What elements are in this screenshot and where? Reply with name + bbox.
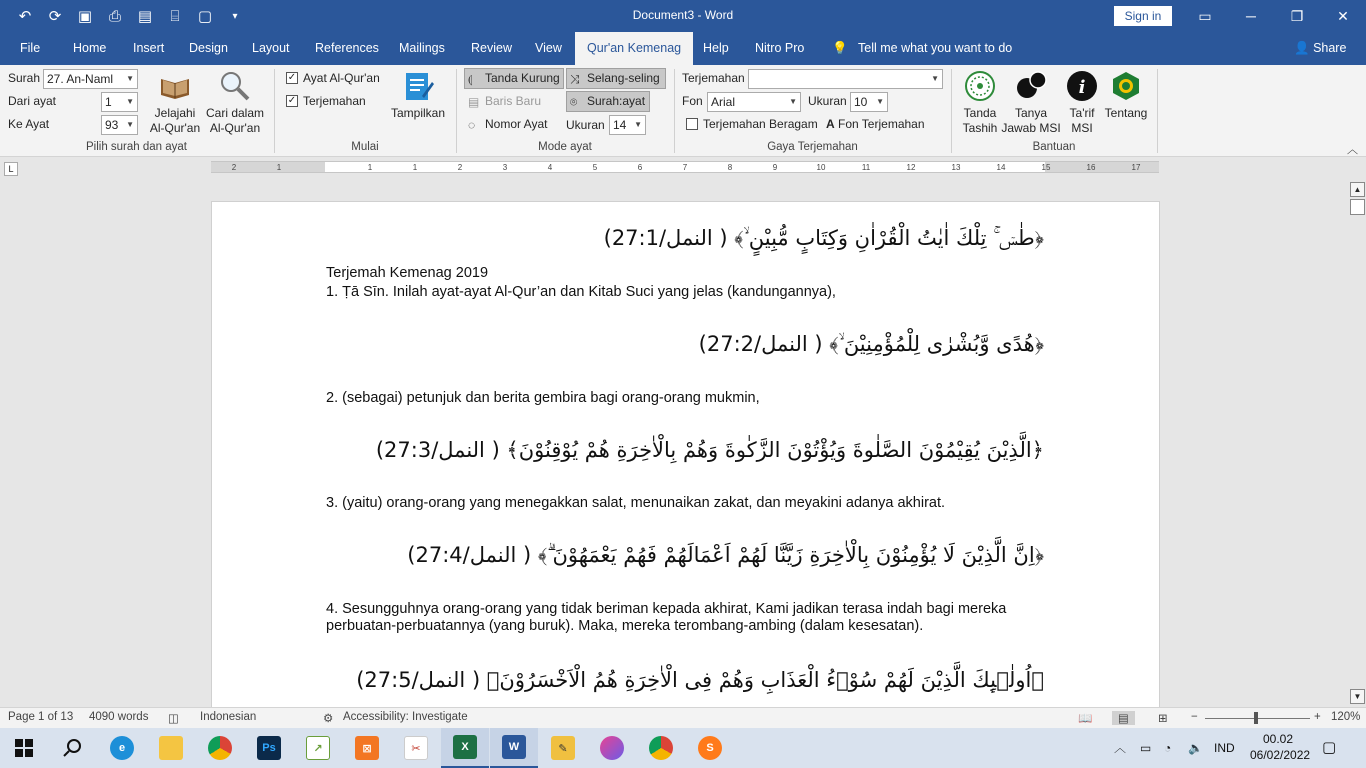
undo-icon[interactable]: ↶ xyxy=(18,8,32,25)
terjemahan-beragam-label: Terjemahan Beragam xyxy=(703,117,818,131)
tarif-line1: Ta'rif xyxy=(1069,106,1095,120)
word-icon[interactable]: W xyxy=(490,728,538,768)
ruler-tick: 11 xyxy=(861,163,871,172)
lightbulb-icon: 💡 xyxy=(832,41,848,55)
xampp-icon[interactable]: ⊠ xyxy=(343,728,391,768)
page-count[interactable]: Page 1 of 13 xyxy=(8,711,74,723)
ayat-quran-label: Ayat Al-Qur'an xyxy=(303,71,380,85)
tentang-label: Tentang xyxy=(1104,106,1148,120)
zoom-out-icon[interactable]: − xyxy=(1191,711,1198,723)
chevron-down-icon: ▼ xyxy=(126,97,134,106)
ribbon-tabs xyxy=(0,32,1366,65)
ruler-tick: 5 xyxy=(592,163,598,172)
dari-ayat-label: Dari ayat xyxy=(8,94,57,108)
translation-line: 4. Sesungguhnya orang-orang yang tidak beriman kepada akhirat, Kami jadikan terasa indah bagi mereka perbuatan-perbuatannya (yang buruk). Maka, mereka terombang-ambing (dalam kesesatan). xyxy=(326,601,1007,634)
gaya-ukuran-select[interactable] xyxy=(850,92,888,112)
arabic-verse: ﴿طٰسۤ ۚ تِلْكَ اٰيٰتُ الْقُرْاٰنِ وَكِتَابٍ مُّبِيْنٍ ۙ﴾ ( النمل/27:1) xyxy=(603,226,1044,250)
paint-drop-icon[interactable] xyxy=(588,728,636,768)
save-icon[interactable]: ▤ xyxy=(137,8,153,25)
info-icon xyxy=(1065,69,1099,103)
vertical-scrollbar[interactable] xyxy=(1349,182,1366,706)
chevron-down-icon: ▼ xyxy=(876,97,884,106)
ke-ayat-select[interactable] xyxy=(101,115,138,135)
close-icon[interactable]: ✕ xyxy=(1337,7,1349,24)
dari-ayat-value: 1 xyxy=(105,95,112,109)
sublime-icon[interactable]: S xyxy=(686,728,734,768)
chevron-down-icon: ▼ xyxy=(634,120,642,129)
nomor-ayat-label: Nomor Ayat xyxy=(485,117,548,131)
collapse-ribbon-icon[interactable]: ︿ xyxy=(1347,144,1358,156)
mode-ukuran-select[interactable] xyxy=(609,115,646,135)
selang-seling-button[interactable] xyxy=(566,68,666,89)
tab-file[interactable]: File xyxy=(20,41,41,55)
zoom-in-icon[interactable]: + xyxy=(1314,711,1321,723)
surah-value: 27. An-Naml xyxy=(47,72,114,86)
gaya-ukuran-label: Ukuran xyxy=(808,94,847,108)
location-pin-icon: ⌾ xyxy=(570,95,578,109)
document-heading: Terjemah Kemenag 2019 xyxy=(326,265,489,281)
shuffle-icon: ⤨ xyxy=(570,72,580,86)
chart-app-icon[interactable]: ↗ xyxy=(294,728,342,768)
wifi-icon[interactable]: ◔ xyxy=(1164,741,1172,755)
scroll-up-icon[interactable]: ▲ xyxy=(1350,182,1365,197)
search-icon[interactable] xyxy=(48,728,96,768)
ruler-row xyxy=(0,158,1366,178)
terjemahan-style-label: Terjemahan xyxy=(682,71,745,85)
surah-label: Surah xyxy=(8,71,41,85)
group-label-bantuan: Bantuan xyxy=(1032,141,1076,153)
share-button[interactable] xyxy=(1294,32,1346,65)
ruler-tick: 15 xyxy=(1041,163,1051,172)
ruler-tick: 7 xyxy=(682,163,688,172)
tanda-kurung-button[interactable] xyxy=(464,68,564,89)
dari-ayat-select[interactable] xyxy=(101,92,138,112)
ruler-tick: 2 xyxy=(457,163,463,172)
tentang-button[interactable] xyxy=(1102,69,1150,121)
tarif-line2: MSI xyxy=(1071,121,1093,135)
horizontal-ruler[interactable] xyxy=(211,161,1159,173)
group-separator xyxy=(1157,69,1158,153)
ruler-tick: 14 xyxy=(996,163,1006,172)
share-label: Share xyxy=(1313,41,1347,55)
arabic-verse: ﴿هُدًى وَّبُشْرٰى لِلْمُؤْمِنِيْنَ ۙ﴾ ( النمل/27:2) xyxy=(698,332,1044,356)
zoom-slider-thumb[interactable] xyxy=(1254,712,1258,724)
surah-ayat-button[interactable] xyxy=(566,91,650,112)
file-explorer-icon[interactable] xyxy=(147,728,195,768)
ayat-quran-checkbox[interactable]: ✓ xyxy=(287,72,297,83)
document-page[interactable] xyxy=(211,201,1160,721)
group-label-gaya: Gaya Terjemahan xyxy=(767,141,858,153)
proofing-icon[interactable]: ◫ xyxy=(168,713,179,725)
tanda-kurung-label: Tanda Kurung xyxy=(485,71,560,85)
tab-references[interactable]: References xyxy=(315,41,379,55)
edge-icon[interactable]: e xyxy=(98,728,146,768)
clock-date: 06/02/2022 xyxy=(1250,748,1311,762)
tashih-seal-icon xyxy=(963,69,997,103)
tab-mailings[interactable]: Mailings xyxy=(399,41,445,55)
tab-design[interactable]: Design xyxy=(189,41,228,55)
new-line-icon: ▤ xyxy=(468,95,480,109)
group-label-mode: Mode ayat xyxy=(538,141,592,153)
windows-logo-icon xyxy=(15,739,33,757)
sticky-pen-icon[interactable]: ✎ xyxy=(539,728,587,768)
tab-quran-kemenag[interactable]: Qur'an Kemenag xyxy=(575,32,693,65)
clock-time: 00.02 xyxy=(1262,732,1294,746)
tampilkan-button[interactable] xyxy=(389,69,447,121)
chevron-down-icon: ▼ xyxy=(931,74,939,83)
status-bar xyxy=(0,707,1366,728)
ruler-tick: 1 xyxy=(276,163,282,172)
arabic-verse: ﴿اُولٰۤىِٕكَ الَّذِيْنَ لَهُمْ سُوْۤءُ الْعَذَابِ وَهُمْ فِى الْاٰخِرَةِ هُمُ الْاَخْسَرُوْنَ﴾ ( النمل/27:5) xyxy=(356,668,1044,692)
tab-help[interactable]: Help xyxy=(703,41,729,55)
terjemahan-checkbox[interactable]: ✓ xyxy=(287,95,297,106)
tampilkan-label: Tampilkan xyxy=(390,106,446,120)
jelajahi-line1: Jelajahi xyxy=(154,106,196,120)
cari-line1: Cari dalam xyxy=(205,106,265,120)
ruler-tick: 16 xyxy=(1086,163,1096,172)
nomor-ayat-button[interactable] xyxy=(464,114,564,135)
new-icon[interactable]: ▢ xyxy=(197,8,213,25)
web-layout-icon[interactable]: ⊞ xyxy=(1158,713,1168,725)
start-button[interactable] xyxy=(0,728,48,768)
fon-select[interactable] xyxy=(707,92,801,112)
clock[interactable] xyxy=(1250,732,1311,768)
chrome-icon[interactable] xyxy=(196,728,244,768)
fon-terjemahan-button[interactable] xyxy=(826,117,925,131)
excel-icon[interactable]: X xyxy=(441,728,489,768)
ruler-tick: 3 xyxy=(502,163,508,172)
surah-ayat-label: Surah:ayat xyxy=(587,94,646,108)
mode-ukuran-value: 14 xyxy=(613,118,627,132)
ruler-tick: 8 xyxy=(727,163,733,172)
ruler-tick: 17 xyxy=(1131,163,1141,172)
ruler-tick: 10 xyxy=(816,163,826,172)
tanya-jawab-button[interactable] xyxy=(1000,69,1062,136)
customize-icon[interactable]: ▣ xyxy=(77,8,93,25)
tab-selector-icon[interactable]: L xyxy=(4,162,18,176)
tab-review[interactable]: Review xyxy=(471,41,512,55)
ruler-tick: 1 xyxy=(412,163,418,172)
ruler-tick: 13 xyxy=(951,163,961,172)
selang-seling-label: Selang-seling xyxy=(587,71,660,85)
tanya-line2: Jawab MSI xyxy=(1001,121,1061,135)
jelajahi-line2: Al-Qur'an xyxy=(149,121,201,135)
fon-value: Arial xyxy=(711,95,736,109)
terjemahan-style-select[interactable] xyxy=(748,69,943,89)
zoom-level[interactable]: 120% xyxy=(1331,711,1361,723)
ruler-left-margin xyxy=(211,162,325,172)
gaya-ukuran-value: 10 xyxy=(854,95,868,109)
scroll-thumb[interactable] xyxy=(1350,199,1365,215)
more-icon[interactable]: ▾ xyxy=(232,10,238,22)
accessibility-icon: ⚙ xyxy=(323,713,334,725)
dotted-circle-icon: ◌ xyxy=(468,118,476,132)
fon-label: Fon xyxy=(682,94,703,108)
print-preview-icon[interactable]: ⎙ xyxy=(108,7,121,25)
volume-icon[interactable]: 🔈 xyxy=(1188,741,1203,755)
kemenag-logo-icon xyxy=(1109,69,1143,103)
tanda-tashih-button[interactable] xyxy=(956,69,1004,136)
tanda-line2: Tashih xyxy=(962,121,998,135)
translation-line: 2. (sebagai) petunjuk dan berita gembira bagi orang-orang mukmin, xyxy=(326,390,760,406)
document-edit-icon xyxy=(401,69,435,103)
jelajahi-quran-button[interactable] xyxy=(145,69,205,136)
redo-icon[interactable]: ⟳ xyxy=(48,8,62,25)
ruler-tick: 9 xyxy=(772,163,778,172)
baris-baru-label: Baris Baru xyxy=(485,94,542,108)
surah-select[interactable] xyxy=(43,69,138,89)
open-icon[interactable]: ⌸ xyxy=(170,7,180,25)
restore-icon[interactable]: ❐ xyxy=(1290,7,1304,24)
chrome-profile-icon[interactable] xyxy=(637,728,685,768)
notification-icon[interactable]: ▢ xyxy=(1322,739,1337,756)
terjemahan-label: Terjemahan xyxy=(303,94,366,108)
print-layout-icon[interactable]: ▤ xyxy=(1112,711,1135,725)
tanda-line1: Tanda xyxy=(963,106,997,120)
translation-line: 1. Ṭā Sīn. Inilah ayat-ayat Al-Qur’an dan Kitab Suci yang jelas (kandungannya), xyxy=(326,284,836,300)
font-color-icon: A xyxy=(826,117,835,131)
arabic-verse: ﴿الَّذِيْنَ يُقِيْمُوْنَ الصَّلٰوةَ وَيُؤْتُوْنَ الزَّكٰوةَ وَهُمْ بِالْاٰخِرَةِ هُمْ يُوْقِنُوْنَ﴾ ( النمل/27:3) xyxy=(375,438,1044,462)
ruler-right-margin xyxy=(1045,162,1159,172)
tanya-line1: Tanya xyxy=(1014,106,1048,120)
tab-insert[interactable]: Insert xyxy=(133,41,165,55)
ruler-tick: 6 xyxy=(637,163,643,172)
tab-view[interactable]: View xyxy=(535,41,562,55)
qa-chat-icon xyxy=(1014,69,1048,103)
input-language[interactable]: IND xyxy=(1214,741,1235,755)
terjemahan-beragam-checkbox[interactable] xyxy=(686,118,698,130)
group-label-pilih: Pilih surah dan ayat xyxy=(85,141,187,153)
tab-home[interactable]: Home xyxy=(73,41,107,55)
show-hidden-icons[interactable]: ︿ xyxy=(1114,741,1127,755)
group-label-mulai: Mulai xyxy=(351,141,379,153)
window-title: Document3 - Word xyxy=(632,8,734,22)
baris-baru-button[interactable] xyxy=(464,91,564,112)
sign-in-button[interactable]: Sign in xyxy=(1114,6,1172,26)
title-bar xyxy=(0,0,1366,32)
mode-ukuran-label: Ukuran xyxy=(566,118,605,132)
read-mode-icon[interactable]: 📖 xyxy=(1078,713,1093,725)
minimize-icon[interactable]: ─ xyxy=(1246,8,1256,24)
arabic-verse: ﴿اِنَّ الَّذِيْنَ لَا يُؤْمِنُوْنَ بِالْاٰخِرَةِ زَيَّنَّا لَهُمْ اَعْمَالَهُمْ فَهُمْ يَعْمَهُوْنَ ۗ﴾ ( النمل/27:4) xyxy=(407,543,1044,567)
ribbon xyxy=(0,65,1366,157)
cari-line2: Al-Qur'an xyxy=(209,121,261,135)
scroll-down-icon[interactable]: ▼ xyxy=(1350,689,1365,704)
photoshop-icon[interactable]: Ps xyxy=(245,728,293,768)
magnifier-icon xyxy=(218,69,252,103)
tab-layout[interactable]: Layout xyxy=(252,41,290,55)
svg-text:i: i xyxy=(1078,77,1086,98)
ruler-tick: 12 xyxy=(906,163,916,172)
tab-nitro-pro[interactable]: Nitro Pro xyxy=(755,41,805,55)
cari-quran-button[interactable] xyxy=(204,69,266,136)
word-count[interactable]: 4090 words xyxy=(89,711,149,723)
person-icon: 👤 xyxy=(1294,41,1310,55)
battery-icon[interactable]: ▭ xyxy=(1140,741,1152,755)
ke-ayat-label: Ke Ayat xyxy=(8,117,50,131)
taskbar xyxy=(0,728,1366,768)
ruler-tick: 2 xyxy=(231,163,237,172)
chevron-down-icon: ▼ xyxy=(789,97,797,106)
ruler-tick: 4 xyxy=(547,163,553,172)
chevron-down-icon: ▼ xyxy=(126,120,134,129)
chevron-down-icon: ▼ xyxy=(126,74,134,83)
snipping-tool-icon[interactable]: ✂ xyxy=(392,728,440,768)
tarif-msi-button[interactable] xyxy=(1060,69,1104,136)
language-status[interactable]: Indonesian xyxy=(200,711,257,723)
ruler-tick: 1 xyxy=(367,163,373,172)
ribbon-display-icon[interactable]: ▭ xyxy=(1198,7,1212,24)
translation-line: 3. (yaitu) orang-orang yang menegakkan salat, menunaikan zakat, dan meyakini adanya akhirat. xyxy=(326,495,946,511)
ke-ayat-value: 93 xyxy=(105,118,119,132)
tell-me-search[interactable]: Tell me what you want to do xyxy=(858,41,1013,55)
open-book-icon xyxy=(158,69,192,103)
brackets-icon: ⦇ xyxy=(468,72,473,86)
accessibility-status[interactable]: Accessibility: Investigate xyxy=(343,711,468,723)
fon-terjemahan-label: Fon Terjemahan xyxy=(838,117,925,131)
